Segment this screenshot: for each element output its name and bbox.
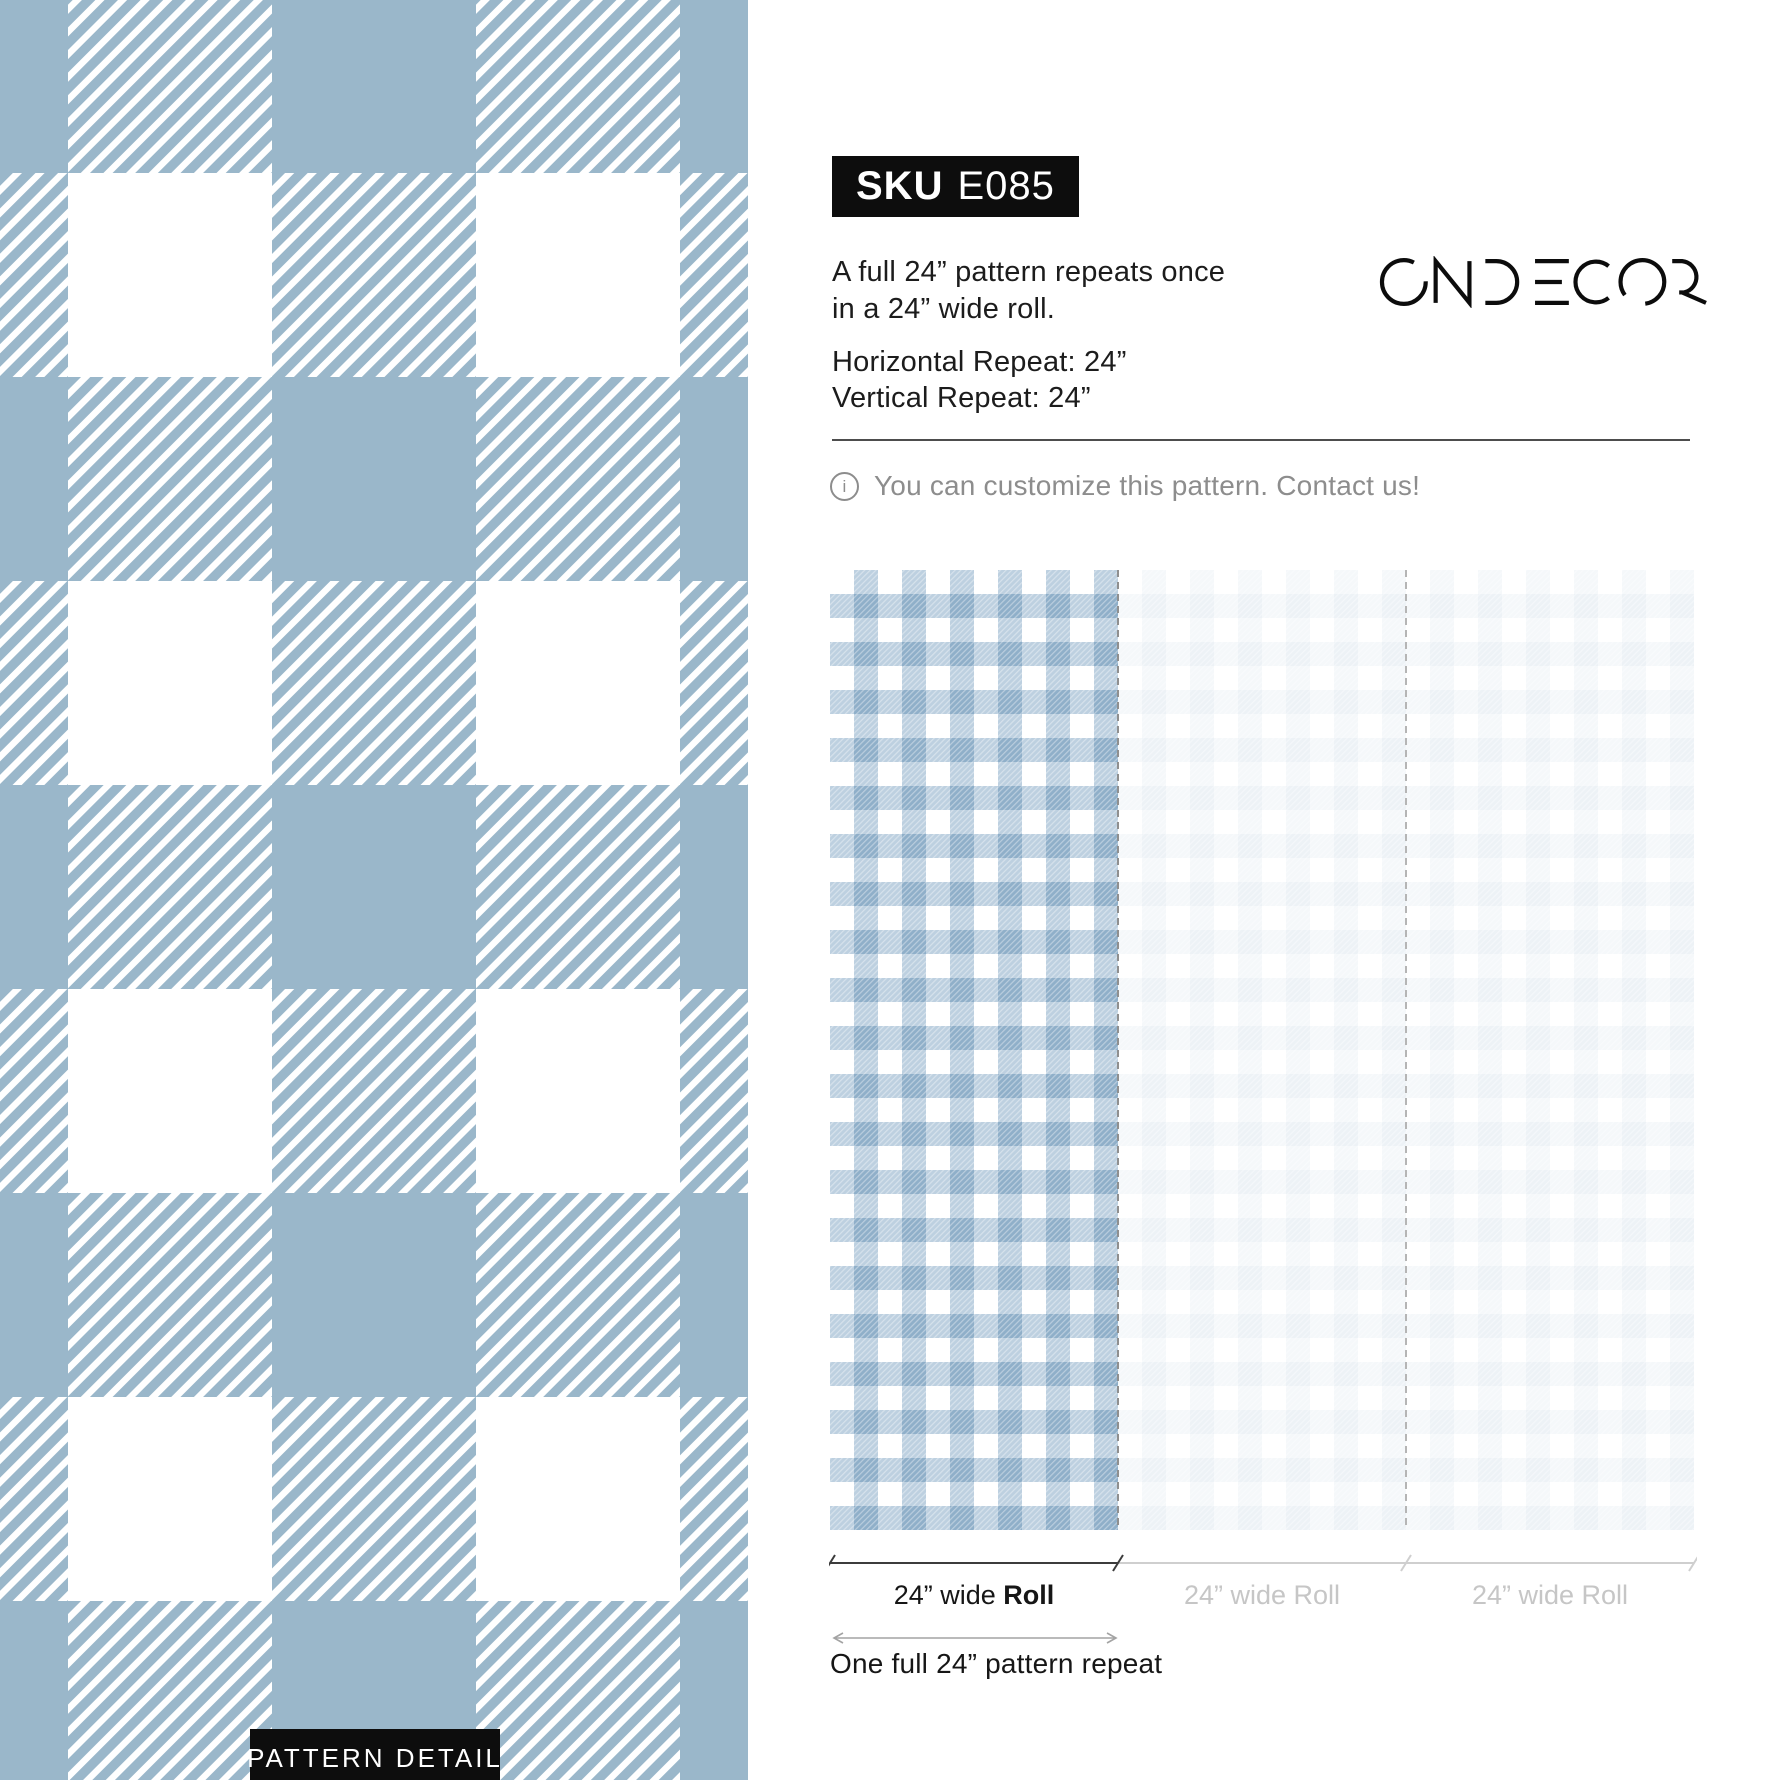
pattern-detail-badge: PATTERN DETAIL <box>250 1729 500 1780</box>
customize-note <box>830 470 1420 502</box>
sku-label: SKU <box>856 164 944 208</box>
double-arrow-icon <box>830 1630 1120 1646</box>
roll-label-2-bold: Roll <box>1293 1580 1341 1610</box>
customize-note-text: You can customize this pattern. Contact us! <box>874 470 1421 501</box>
ondecor-logo <box>1378 256 1708 308</box>
roll-label-3-prefix: 24” wide <box>1471 1580 1582 1610</box>
repeat-description-line1: A full 24” pattern repeats once <box>832 256 1226 288</box>
repeat-caption: One full 24” pattern repeat <box>830 1648 1163 1679</box>
repeat-description-line2: in a 24” wide roll. <box>832 293 1056 325</box>
roll-label-1-bold: Roll <box>1003 1580 1055 1610</box>
roll-labels <box>830 1580 1694 1611</box>
repeat-specs <box>832 344 1127 416</box>
dimension-lines-graphic <box>829 1550 1697 1576</box>
gingham-roll-preview <box>830 570 1694 1530</box>
horizontal-repeat: Horizontal Repeat: 24” <box>832 346 1127 378</box>
roll-label-1 <box>830 1580 1118 1611</box>
vertical-repeat: Vertical Repeat: 24” <box>832 382 1091 414</box>
repeat-arrow <box>830 1630 1120 1646</box>
roll-preview <box>830 570 1694 1530</box>
roll-label-3 <box>1406 1580 1694 1611</box>
ondecor-logo-mark <box>1378 256 1708 308</box>
roll-label-2 <box>1118 1580 1406 1611</box>
sku-badge <box>832 156 1079 217</box>
roll-dimension-lines <box>829 1550 1697 1576</box>
section-divider <box>832 439 1690 441</box>
roll-label-1-prefix: 24” wide <box>893 1580 1004 1610</box>
roll-label-2-prefix: 24” wide <box>1183 1580 1294 1610</box>
info-icon: i <box>830 472 859 501</box>
buffalo-check-pattern <box>0 0 748 1780</box>
pattern-detail-swatch <box>0 0 748 1780</box>
repeat-description <box>832 254 1225 328</box>
roll-label-3-bold: Roll <box>1581 1580 1629 1610</box>
sku-value: E085 <box>957 164 1055 208</box>
